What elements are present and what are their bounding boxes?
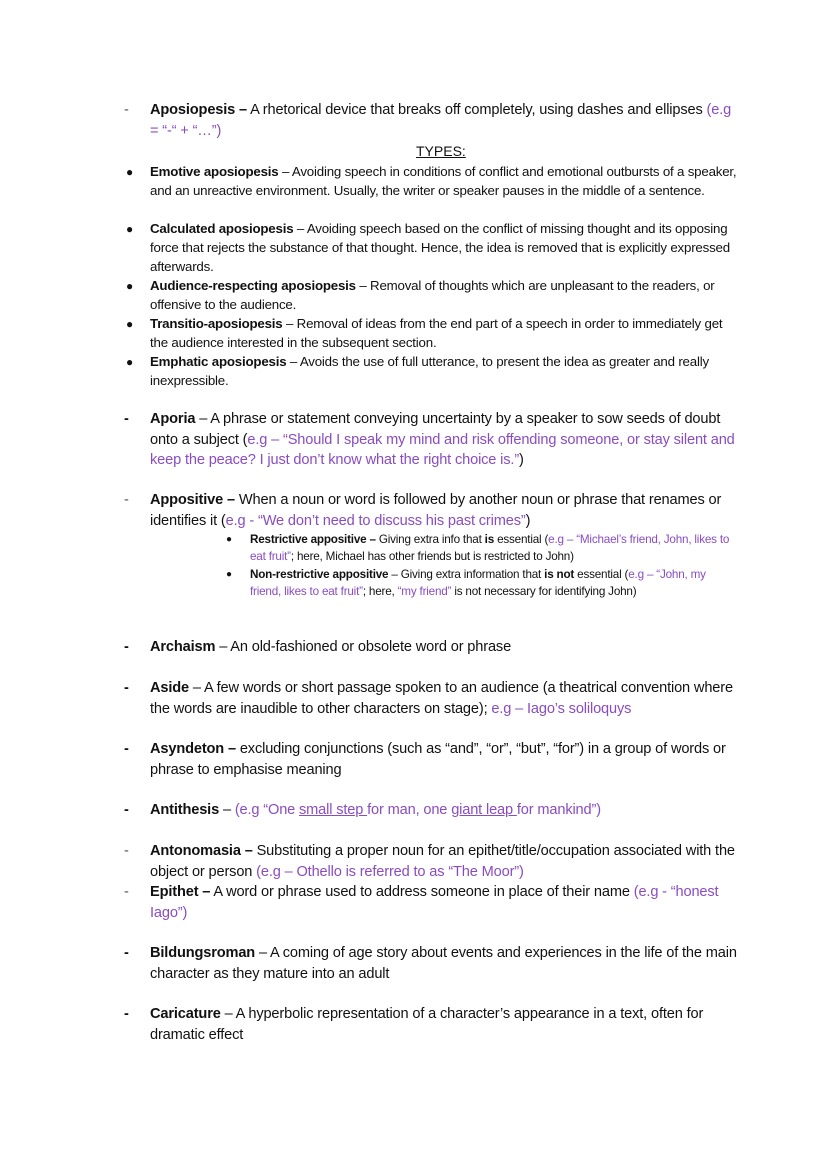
definition: – A coming of age story about events and experiences in the life of the main character as they mature into an adult bbox=[150, 945, 737, 982]
list-dash: - bbox=[124, 492, 129, 508]
type-item bbox=[150, 163, 740, 201]
term: Audience-respecting aposiopesis bbox=[150, 278, 356, 293]
definition: – Avoiding speech based on the conflict of missing thought and its opposing force that rejects the substance of that thought. Hence, the idea is removed that is explicitly expressed afterwards. bbox=[150, 221, 730, 274]
bullet-icon: ● bbox=[126, 317, 134, 331]
example: e.g – Iago’s soliloquys bbox=[491, 700, 632, 717]
text: Giving extra info that bbox=[375, 533, 485, 546]
entry-asyndeton bbox=[150, 739, 740, 780]
definition: – A few words or short passage spoken to an audience (a theatrical convention where the words are inaudible to other characters on stage); bbox=[150, 680, 733, 717]
list-dash: - bbox=[124, 884, 129, 900]
bullet-icon: ● bbox=[226, 534, 233, 545]
example: e.g - “We don’t need to discuss his past crimes” bbox=[225, 512, 526, 529]
example bbox=[235, 802, 601, 818]
type-item bbox=[150, 315, 740, 353]
list-dash: - bbox=[124, 843, 129, 859]
definition: – A hyperbolic representation of a character’s appearance in a text, often for dramatic effect bbox=[150, 1006, 704, 1043]
text: ; here, Michael has other friends but is restricted to John) bbox=[290, 550, 574, 563]
term: Aporia bbox=[150, 411, 196, 427]
list-dash: - bbox=[124, 639, 129, 655]
definition: – A phrase or statement conveying uncertainty by a speaker to sow seeds of doubt onto a subject ( bbox=[150, 411, 721, 448]
definition: – Removal of ideas from the end part of a speech in order to immediately get the audience interested in the subsequent section. bbox=[150, 316, 723, 350]
example: (e.g = “-“ + “…”) bbox=[150, 102, 732, 139]
term: Asyndeton – bbox=[150, 741, 236, 757]
term: Restrictive appositive – bbox=[250, 533, 376, 546]
emphasis: is not bbox=[544, 568, 575, 581]
example: e.g – “Should I speak my mind and risk offending someone, or stay silent and keep the peace? I just don’t know what the right choice is.” bbox=[150, 431, 735, 468]
bullet-icon: ● bbox=[126, 222, 134, 236]
term: Epithet – bbox=[150, 884, 211, 900]
term: Emotive aposiopesis bbox=[150, 164, 279, 179]
underlined-phrase: small step bbox=[299, 802, 368, 818]
text: ; here, bbox=[362, 585, 398, 598]
text: for man, one bbox=[367, 802, 452, 818]
example: e.g – “Michael’s friend, John, likes to eat fruit” bbox=[250, 533, 730, 563]
list-dash: - bbox=[124, 945, 129, 961]
term: Antithesis bbox=[150, 802, 220, 818]
definition: – Avoiding speech in conditions of conflict and emotional outbursts of a speaker, and an unreactive environment. Usually, the writer or speaker pauses in the middle of a sentence. bbox=[150, 164, 737, 198]
list-dash: - bbox=[124, 741, 129, 757]
appositive-subtype bbox=[250, 531, 735, 565]
entry-archaism bbox=[150, 637, 740, 658]
list-dash: - bbox=[124, 680, 129, 696]
example: (e.g – Othello is referred to as “The Moor”) bbox=[256, 863, 524, 880]
entry-epithet bbox=[150, 882, 740, 923]
definition: excluding conjunctions (such as “and”, “or”, “but”, “for”) in a group of words or phrase to emphasise meaning bbox=[150, 741, 726, 778]
entry-caricature bbox=[150, 1004, 740, 1045]
type-item bbox=[150, 277, 740, 315]
entry-aside bbox=[150, 678, 740, 719]
entry-appositive bbox=[150, 490, 740, 531]
definition: – Avoids the use of full utterance, to present the idea as greater and really inexpressible. bbox=[150, 354, 709, 388]
entry-antithesis bbox=[150, 800, 740, 821]
example: (e.g - “honest Iago”) bbox=[150, 884, 719, 921]
underlined-phrase: giant leap bbox=[451, 802, 517, 818]
text: – Giving extra information that bbox=[388, 568, 545, 581]
emphasis: is bbox=[484, 533, 495, 546]
text: is not necessary for identifying John) bbox=[451, 585, 637, 598]
list-dash: - bbox=[124, 102, 129, 118]
example: “my friend” bbox=[397, 585, 452, 598]
close-paren: ) bbox=[525, 512, 531, 529]
entry-aposiopesis bbox=[150, 100, 740, 141]
type-item bbox=[150, 220, 740, 276]
list-dash: - bbox=[124, 802, 129, 818]
term: Appositive – bbox=[150, 492, 235, 508]
definition: – bbox=[219, 802, 235, 818]
appositive-subtype bbox=[250, 566, 735, 600]
definition: Substituting a proper noun for an epithet/title/occupation associated with the object or person bbox=[150, 843, 735, 880]
example: e.g – “John, my friend, likes to eat fruit” bbox=[250, 568, 706, 598]
list-dash: - bbox=[124, 1006, 129, 1022]
close-paren: ) bbox=[519, 452, 524, 468]
term: Antonomasia – bbox=[150, 843, 253, 859]
term: Bildungsroman bbox=[150, 945, 256, 961]
definition: A rhetorical device that breaks off completely, using dashes and ellipses bbox=[247, 102, 707, 118]
text: essential ( bbox=[574, 568, 629, 581]
text: (e.g “One bbox=[234, 802, 300, 818]
term: Calculated aposiopesis bbox=[150, 221, 294, 236]
entry-bildungsroman bbox=[150, 943, 740, 984]
definition: – Removal of thoughts which are unpleasant to the readers, or offensive to the audience. bbox=[150, 278, 715, 312]
text: essential ( bbox=[494, 533, 549, 546]
term: Emphatic aposiopesis bbox=[150, 354, 287, 369]
bullet-icon: ● bbox=[126, 279, 134, 293]
bullet-icon: ● bbox=[126, 355, 134, 369]
definition: – An old-fashioned or obsolete word or phrase bbox=[215, 639, 512, 655]
text: for mankind”) bbox=[516, 802, 601, 818]
term: Transitio-aposiopesis bbox=[150, 316, 283, 331]
bullet-icon: ● bbox=[226, 569, 233, 580]
type-item bbox=[150, 353, 740, 391]
entry-antonomasia bbox=[150, 841, 740, 882]
entry-aporia bbox=[150, 409, 740, 471]
term: Aposiopesis – bbox=[150, 102, 247, 118]
definition: When a noun or word is followed by another noun or phrase that renames or identifies it ( bbox=[150, 492, 722, 529]
types-heading: TYPES: bbox=[416, 143, 466, 159]
bullet-icon: ● bbox=[126, 165, 134, 179]
term: Archaism bbox=[150, 639, 216, 655]
list-dash: - bbox=[124, 411, 129, 427]
term: Aside bbox=[150, 680, 189, 696]
term: Caricature bbox=[150, 1006, 221, 1022]
definition: A word or phrase used to address someone in place of their name bbox=[210, 884, 634, 900]
term: Non-restrictive appositive bbox=[250, 568, 389, 581]
